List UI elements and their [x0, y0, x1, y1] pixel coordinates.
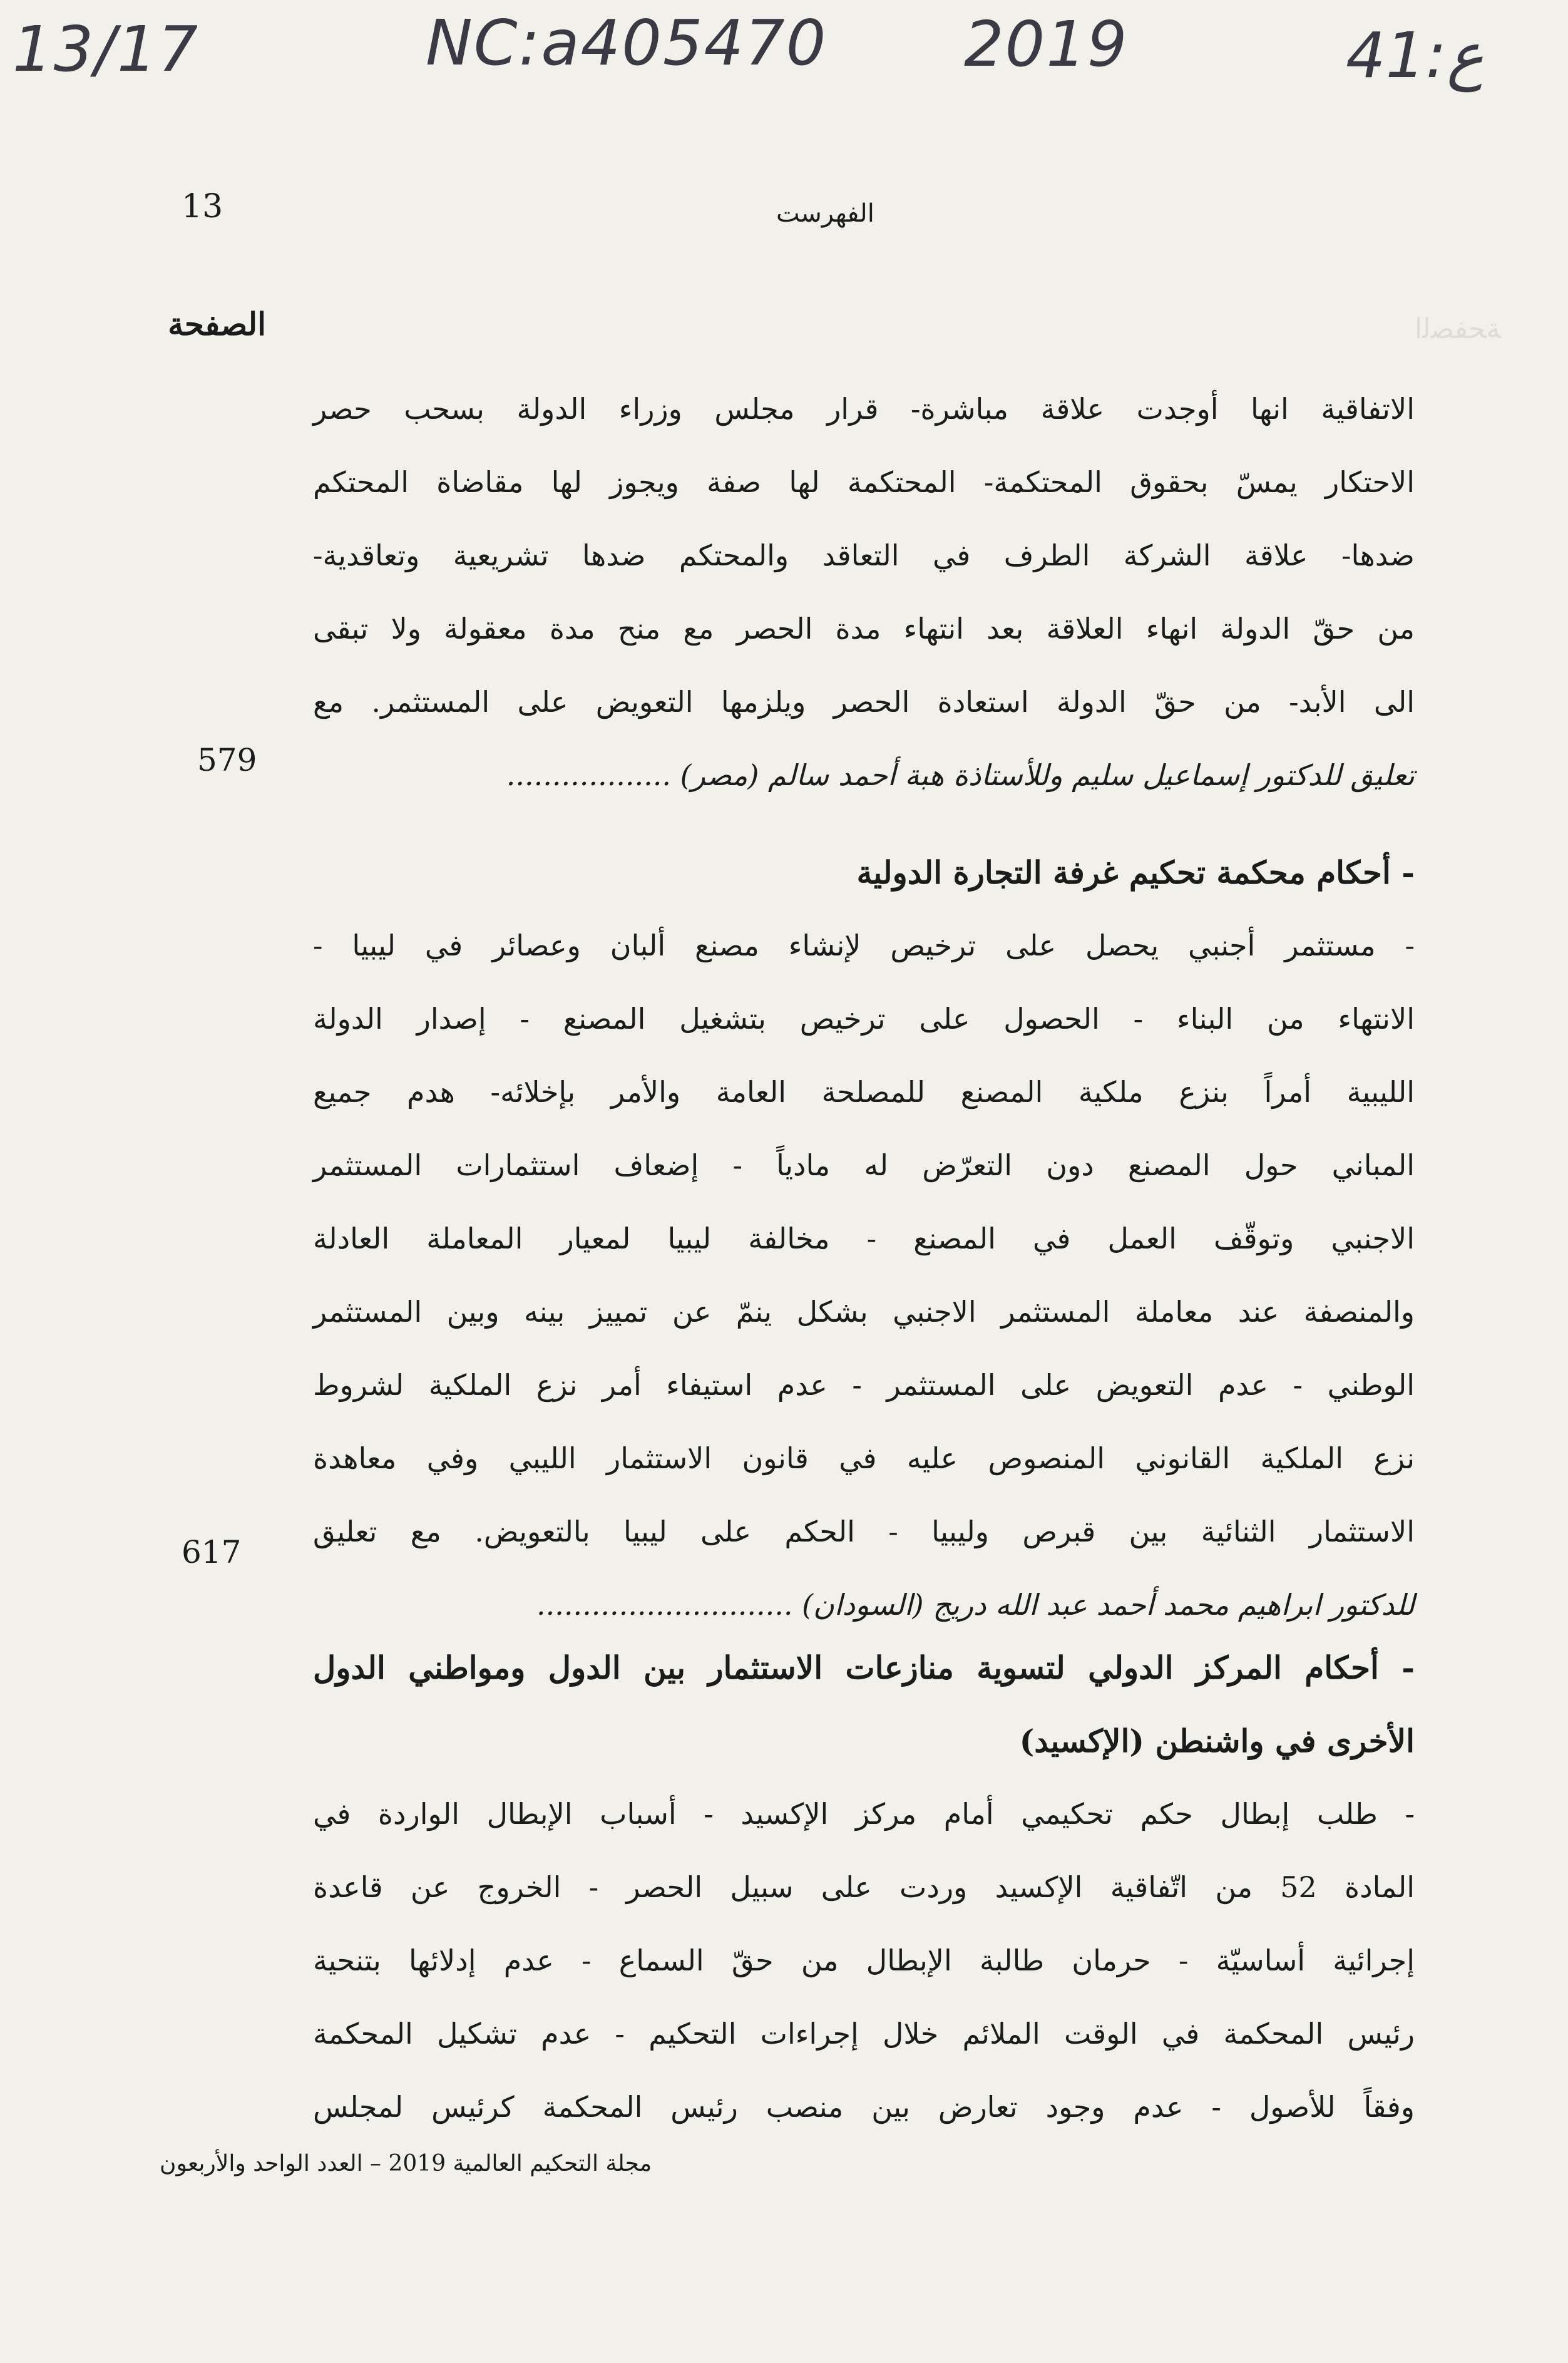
index-entry-1 [313, 373, 1415, 812]
running-head: الفهرست [776, 199, 874, 228]
handwritten-issue-number: 41:ع [1346, 19, 1484, 92]
handwritten-year: 2019 [964, 8, 1129, 81]
entry-1-line: ضدها- علاقة الشركة الطرف في التعاقد والمحتكم ضدها تشريعية وتعاقدية- [313, 538, 1415, 572]
entry-3-line: إجرائية أساسيّة - حرمان طالبة الإبطال من حقّ السماع - عدم إدلائها بتنحية [313, 1943, 1415, 1977]
entry-1-line: من حقّ الدولة انهاء العلاقة بعد انتهاء مدة الحصر مع منح مدة معقولة ولا تبقى [313, 612, 1415, 646]
entry-2-page-ref: 617 [182, 1534, 242, 1570]
page-column-label: الصفحة [168, 306, 266, 342]
entry-2-heading: - أحكام محكمة تحكيم غرفة التجارة الدولية [856, 854, 1415, 891]
entry-3-line: - طلب إبطال حكم تحكيمي أمام مركز الإكسيد - أسباب الإبطال الواردة في [313, 1797, 1415, 1831]
bleed-through-mark: ﺔﺤﻔﺼﻟﺍ [1415, 313, 1502, 345]
entry-1-page-ref: 579 [197, 742, 257, 778]
entry-3-line: رئيس المحكمة في الوقت الملائم خلال إجراءات التحكيم - عدم تشكيل المحكمة [313, 2017, 1415, 2051]
entry-2-comment: للدكتور ابراهيم محمد أحمد عبد الله دريج (السودان) ............................ [536, 1588, 1415, 1622]
page-number: 13 [182, 188, 223, 225]
index-entry-3 [313, 1631, 1415, 2144]
entry-2-line: - مستثمر أجنبي يحصل على ترخيص لإنشاء مصنع ألبان وعصائر في ليبيا - [313, 929, 1415, 962]
handwritten-page-count: 13/17 [13, 13, 200, 86]
entry-3-line: وفقاً للأصول - عدم وجود تعارض بين منصب رئيس المحكمة كرئيس لمجلس [313, 2090, 1415, 2124]
entry-3-line: المادة 52 من اتّفاقية الإكسيد وردت على سبيل الحصر - الخروج عن قاعدة [313, 1870, 1415, 1904]
entry-2-line: الاجنبي وتوقّف العمل في المصنع - مخالفة ليبيا لمعيار المعاملة العادلة [313, 1222, 1415, 1255]
entry-1-line: الاتفاقية انها أوجدت علاقة مباشرة- قرار مجلس وزراء الدولة بسحب حصر [313, 392, 1415, 426]
entry-2-line: الليبية أمراً بنزع ملكية المصنع للمصلحة العامة والأمر بإخلائه- هدم جميع [313, 1075, 1415, 1109]
journal-footer: مجلة التحكيم العالمية 2019 – العدد الواحد والأربعون [160, 2151, 652, 2176]
entry-2-line: المباني حول المصنع دون التعرّض له مادياً - إضعاف استثمارات المستثمر [313, 1148, 1415, 1182]
entry-1-line: الى الأبد- من حقّ الدولة استعادة الحصر ويلزمها التعويض على المستثمر. مع [313, 685, 1415, 719]
entry-3-heading: - أحكام المركز الدولي لتسوية منازعات الاستثمار بين الدول ومواطني الدول [313, 1649, 1415, 1686]
entry-2-line: الوطني - عدم التعويض على المستثمر - عدم استيفاء أمر نزع الملكية لشروط [313, 1368, 1415, 1402]
entry-2-line: الانتهاء من البناء - الحصول على ترخيص بتشغيل المصنع - إصدار الدولة [313, 1002, 1415, 1036]
handwritten-catalog-number: NC:a405470 [426, 6, 828, 80]
entry-2-line: والمنصفة عند معاملة المستثمر الاجنبي بشكل ينمّ عن تمييز بينه وبين المستثمر [313, 1295, 1415, 1329]
entry-1-line: الاحتكار يمسّ بحقوق المحتكمة- المحتكمة لها صفة ويجوز لها مقاضاة المحتكم [313, 465, 1415, 499]
entry-1-comment: تعليق للدكتور إسماعيل سليم وللأستاذة هبة أحمد سالم (مصر) .................. [506, 758, 1415, 792]
index-entry-2 [313, 836, 1415, 1642]
entry-2-line: الاستثمار الثنائية بين قبرص وليبيا - الحكم على ليبيا بالتعويض. مع تعليق [313, 1515, 1415, 1548]
entry-2-line: نزع الملكية القانوني المنصوص عليه في قانون الاستثمار الليبي وفي معاهدة [313, 1441, 1415, 1475]
entry-3-heading-cont: الأخرى في واشنطن (الإكسيد) [1019, 1722, 1415, 1759]
